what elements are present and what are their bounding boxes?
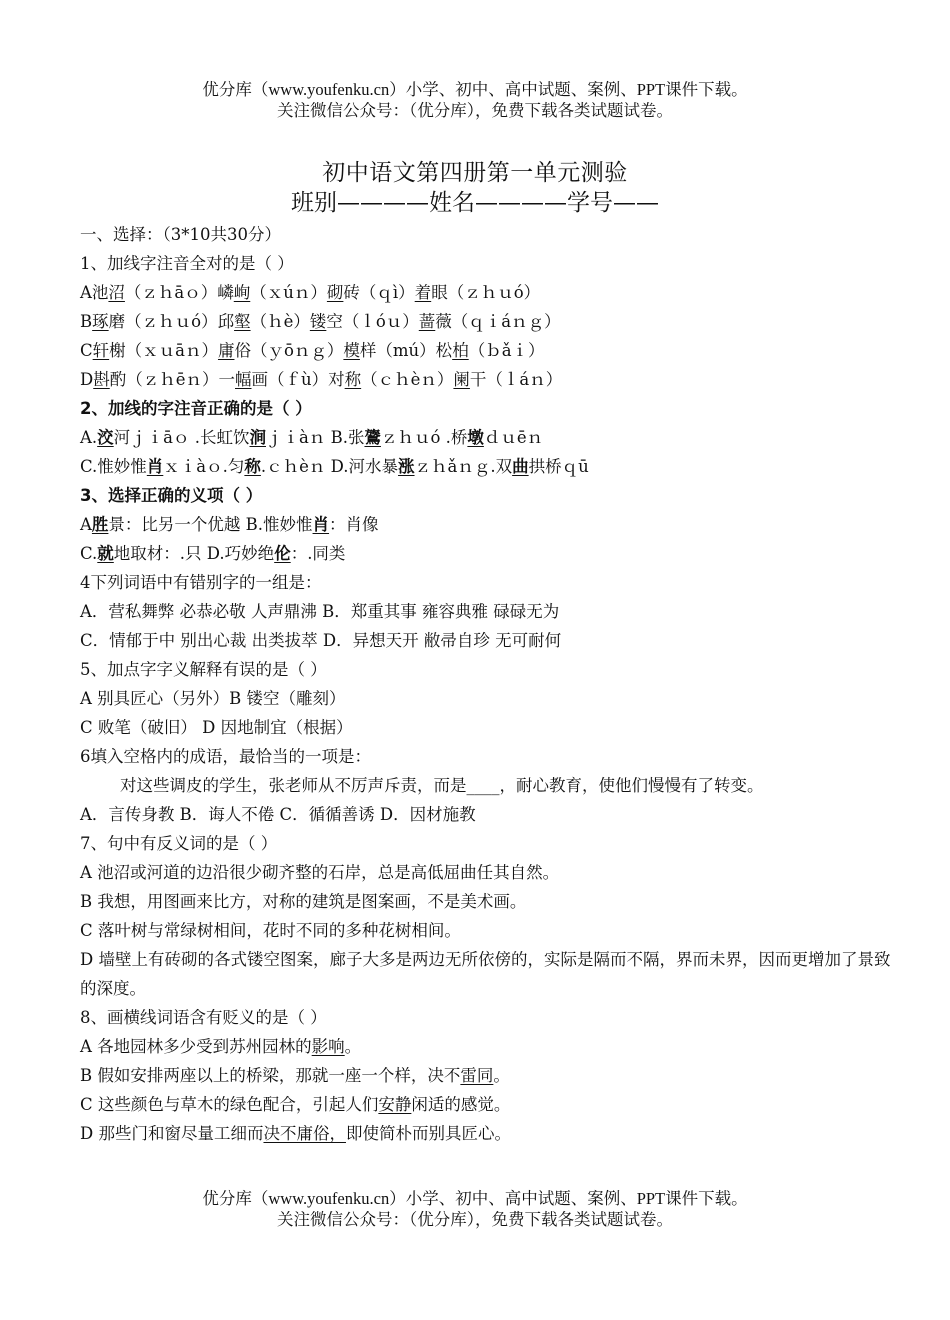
footer-line-1: 优分库（www.youfenku.cn）小学、初中、高中试题、案例、PPT课件下载。 — [202, 1189, 748, 1208]
question-7-option-d: D 墙壁上有砖砌的各式镂空图案，廊子大多是两边无所依傍的，实际是隔而不隔，界而未界，因而更增加了景致的深度。 — [80, 950, 891, 998]
question-8-option-b: B 假如安排两座以上的桥梁，那就一座一个样，决不雷同。 — [80, 1066, 510, 1085]
question-1-option-d: D斟酌（ｚｈēｎ）一幅画（ｆù）对称（ｃｈèｎ）阑干（ｌáｎ） — [80, 370, 563, 389]
page-footer — [0, 1188, 950, 1230]
question-5-options-line-2: C 败笔（破旧） D 因地制宜（根据） — [80, 718, 353, 737]
question-8-option-d: D 那些门和窗尽量工细而决不庸俗，即使简朴而别具匠心。 — [80, 1124, 511, 1143]
question-4-options-line-1: A．营私舞弊 必恭必敬 人声鼎沸 B．郑重其事 雍容典雅 碌碌无为 — [80, 602, 560, 621]
question-7-stem: 7、句中有反义词的是（ ） — [80, 834, 278, 853]
question-8-option-a: A 各地园林多少受到苏州园林的影响。 — [80, 1037, 362, 1056]
question-3-options-line-2: C.就地取材：.只 D.巧妙绝伦：.同类 — [80, 544, 346, 563]
question-7-option-c: C 落叶树与常绿树相间，花时不同的多种花树相间。 — [80, 921, 461, 940]
question-5-stem: 5、加点字字义解释有误的是（ ） — [80, 660, 327, 679]
document-body — [80, 220, 892, 1148]
question-4-stem: 4下列词语中有错别字的一组是： — [80, 573, 322, 592]
question-3-stem: 3、选择正确的义项（ ） — [80, 486, 263, 505]
question-6-stem: 6填入空格内的成语，最恰当的一项是： — [80, 747, 371, 766]
question-1-option-c: C轩榭（ｘｕāｎ）庸俗（ｙōｎｇ）模样（mú）松柏（ｂǎｉ） — [80, 341, 545, 360]
question-5-options-line-1: A 别具匠心（另外）B 镂空（雕刻） — [80, 689, 346, 708]
question-2-options-line-1: A.洨河ｊｉāｏ .长虹饮涧ｊｉàｎ B.张鷟ｚｈｕó .桥墩ｄｕēｎ — [80, 428, 544, 447]
question-1-stem: 1、加线字注音全对的是（ ） — [80, 254, 294, 273]
section-heading: 一、选择：（3*10共30分） — [80, 225, 281, 244]
question-8-option-c: C 这些颜色与草木的绿色配合，引起人们安静闲适的感觉。 — [80, 1095, 511, 1114]
header-line-2: 关注微信公众号：（优分库），免费下载各类试题试卷。 — [277, 101, 673, 120]
question-2-options-line-2: C.惟妙惟肖ｘｉàｏ.匀称.ｃｈèｎ D.河水暴涨ｚｈǎｎｇ.双曲拱桥ｑū — [80, 457, 589, 476]
page-header — [0, 79, 950, 121]
header-line-1: 优分库（www.youfenku.cn）小学、初中、高中试题、案例、PPT课件下载。 — [202, 80, 748, 99]
question-4-options-line-2: C．情郁于中 别出心裁 出类拔萃 D．异想天开 敝帚自珍 无可耐何 — [80, 631, 562, 650]
question-2-stem: 2、加线的字注音正确的是（ ） — [80, 399, 312, 418]
student-info-line: 班别————姓名————学号—— — [291, 190, 659, 216]
question-3-options-line-1: A胜景：比另一个优越 B.惟妙惟肖：肖像 — [80, 515, 379, 534]
question-1-option-b: B琢磨（ｚｈｕó）邱壑（ｈè）镂空（ｌóｕ）蔷薇（ｑｉáｎｇ） — [80, 312, 561, 331]
question-6-options: A．言传身教 B．诲人不倦 C．循循善诱 D．因材施教 — [80, 805, 476, 824]
question-6-passage: 对这些调皮的学生，张老师从不厉声斥责，而是____，耐心教育，使他们慢慢有了转变。 — [120, 776, 764, 795]
footer-line-2: 关注微信公众号：（优分库），免费下载各类试题试卷。 — [277, 1210, 673, 1229]
question-8-stem: 8、画横线词语含有贬义的是（ ） — [80, 1008, 327, 1027]
document-title: 初中语文第四册第一单元测验 — [322, 160, 628, 186]
title-block — [0, 158, 950, 218]
question-1-option-a: A池沼（ｚｈāｏ）嶙峋（ｘúｎ）砌砖（ｑì）着眼（ｚｈｕó） — [80, 283, 541, 302]
question-7-option-b: B 我想，用图画来比方，对称的建筑是图案画，不是美术画。 — [80, 892, 527, 911]
question-7-option-a: A 池沼或河道的边沿很少砌齐整的石岸，总是高低屈曲任其自然。 — [80, 863, 560, 882]
